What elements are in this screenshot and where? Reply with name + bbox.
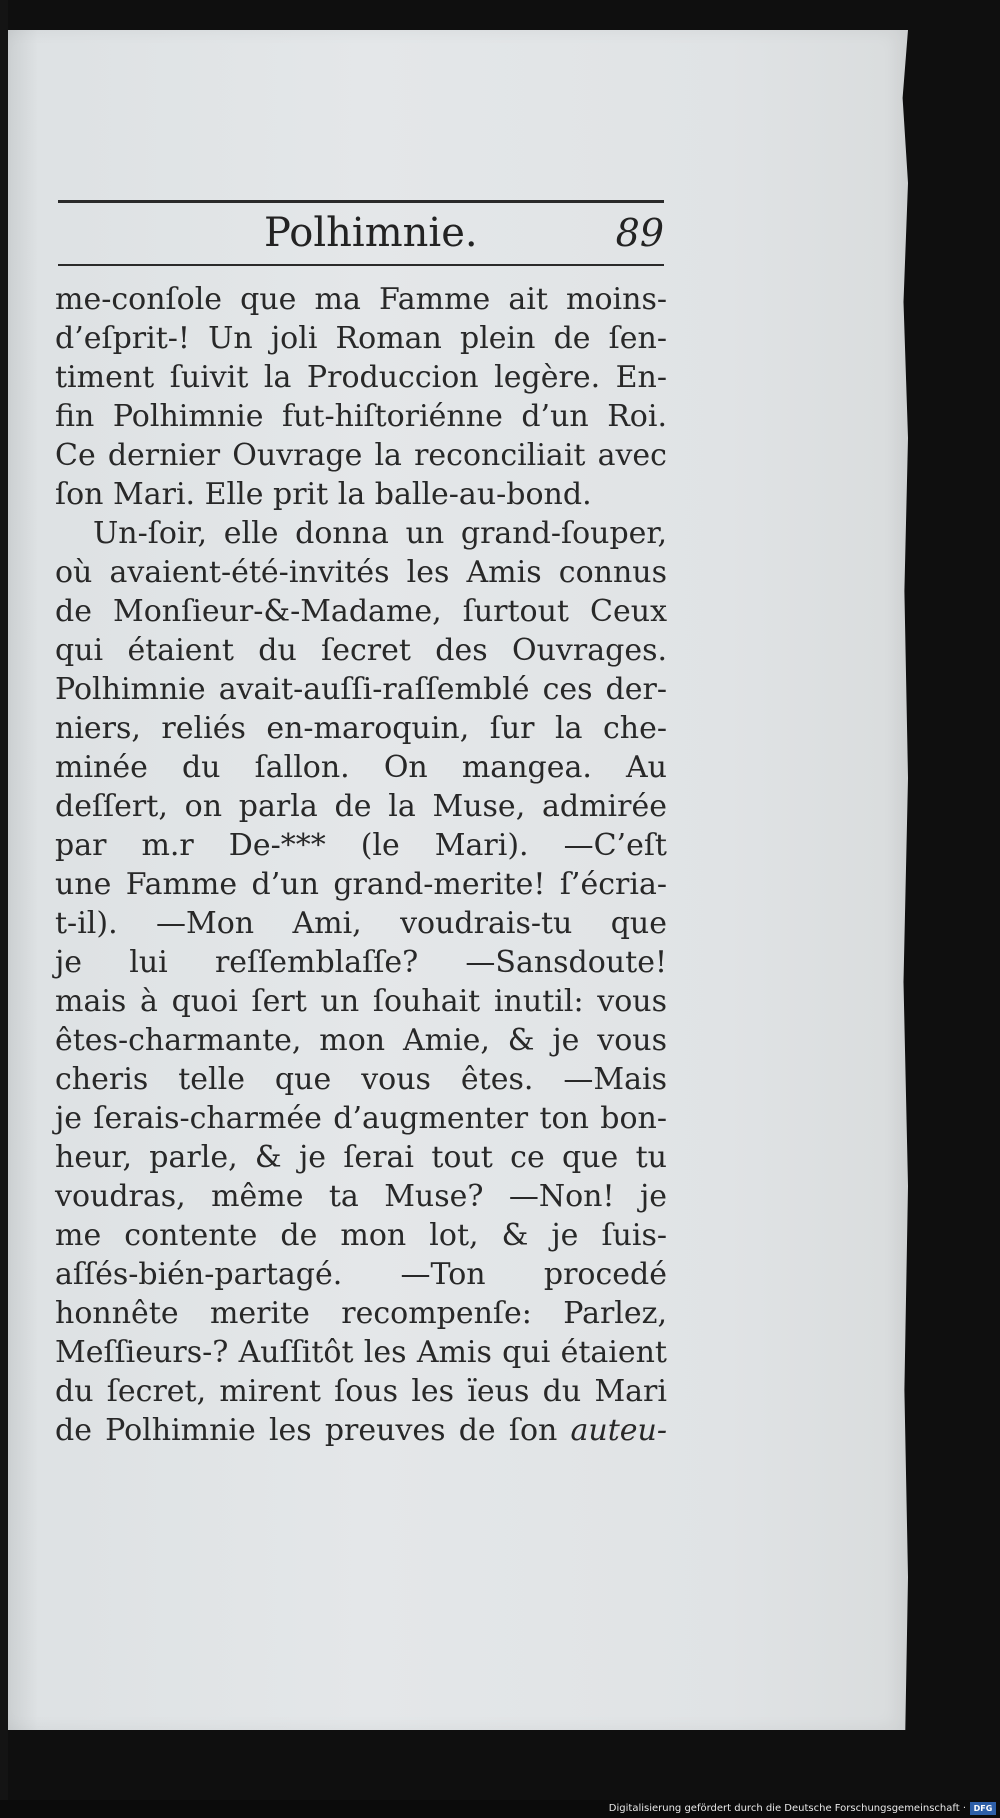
text-line-last bbox=[55, 1411, 667, 1450]
dfg-logo: DFG bbox=[970, 1802, 996, 1815]
running-head bbox=[58, 204, 664, 262]
text-line: Meſſieurs-? Auſſitôt les Amis qui étaient bbox=[55, 1335, 667, 1370]
text-line: où avaient-été-invités les Amis connus bbox=[55, 555, 667, 590]
text-line: timent ſuivit la Produccion legère. En- bbox=[55, 360, 667, 395]
text-line: qui étaient du ſecret des Ouvrages. bbox=[55, 633, 667, 668]
text-line: ſon Mari. Elle prit la balle-au-bond. bbox=[55, 477, 592, 512]
digitization-credit: Digitalisierung gefördert durch die Deutsche Forschungsgemeinschaft · bbox=[608, 1803, 966, 1814]
text-line: je ſerais-charmée d’augmenter ton bon- bbox=[55, 1101, 667, 1136]
header-rule-top bbox=[58, 200, 664, 203]
text-line: me-conſole que ma Famme ait moins- bbox=[55, 282, 667, 317]
text-line: mais à quoi ſert un ſouhait inutil: vous bbox=[55, 984, 667, 1019]
left-edge bbox=[0, 0, 8, 1818]
text-line: par m.r De-*** (le Mari). —C’eſt bbox=[55, 828, 667, 863]
text-line: êtes-charmante, mon Amie, & je vous bbox=[55, 1023, 667, 1058]
gutter-shadow bbox=[8, 30, 38, 1730]
text-line: me contente de mon lot, & je ſuis- bbox=[55, 1218, 667, 1253]
text-line: niers, reliés en-maroquin, ſur la che- bbox=[55, 711, 667, 746]
text-line: d’eſprit-! Un joli Roman plein de ſen- bbox=[55, 321, 667, 356]
text-line: minée du ſallon. On mangea. Au bbox=[55, 750, 667, 785]
text-line: Ce dernier Ouvrage la reconciliait avec bbox=[55, 438, 667, 473]
body-text bbox=[55, 280, 667, 1450]
text-line: cheris telle que vous êtes. —Mais bbox=[55, 1062, 667, 1097]
text-line: heur, parle, & je ſerai tout ce que tu bbox=[55, 1140, 667, 1175]
running-title: Polhimnie. bbox=[264, 210, 478, 256]
text-line: fin Polhimnie fut-hiſtoriénne d’un Roi. bbox=[55, 399, 667, 434]
text-line: une Famme d’un grand-merite! ſ’écria- bbox=[55, 867, 667, 902]
text-line: t-il). —Mon Ami, voudrais-tu que bbox=[55, 906, 667, 941]
text-line: Polhimnie avait-auſſi-raſſemblé ces der- bbox=[55, 672, 667, 707]
text-line: deſſert, on parla de la Muse, admirée bbox=[55, 789, 667, 824]
text-line: de Monſieur-&-Madame, ſurtout Ceux bbox=[55, 594, 667, 629]
text-line-indented: Un-ſoir, elle donna un grand-ſouper, bbox=[93, 516, 667, 551]
last-line-text: de Polhimnie les preuves de ſon bbox=[55, 1413, 558, 1448]
text-line: je lui reſſemblaſſe? —Sansdoute! bbox=[55, 945, 667, 980]
text-line: voudras, même ta Muse? —Non! je bbox=[55, 1179, 667, 1214]
page-number: 89 bbox=[615, 211, 664, 255]
header-rule-bottom bbox=[58, 264, 664, 266]
catchword: auteu- bbox=[570, 1413, 667, 1448]
text-line: aſſés-bién-partagé. —Ton procedé bbox=[55, 1257, 667, 1292]
text-line: honnête merite recompenſe: Parlez, bbox=[55, 1296, 667, 1331]
text-line: du ſecret, mirent ſous les ïeus du Mari bbox=[55, 1374, 667, 1409]
